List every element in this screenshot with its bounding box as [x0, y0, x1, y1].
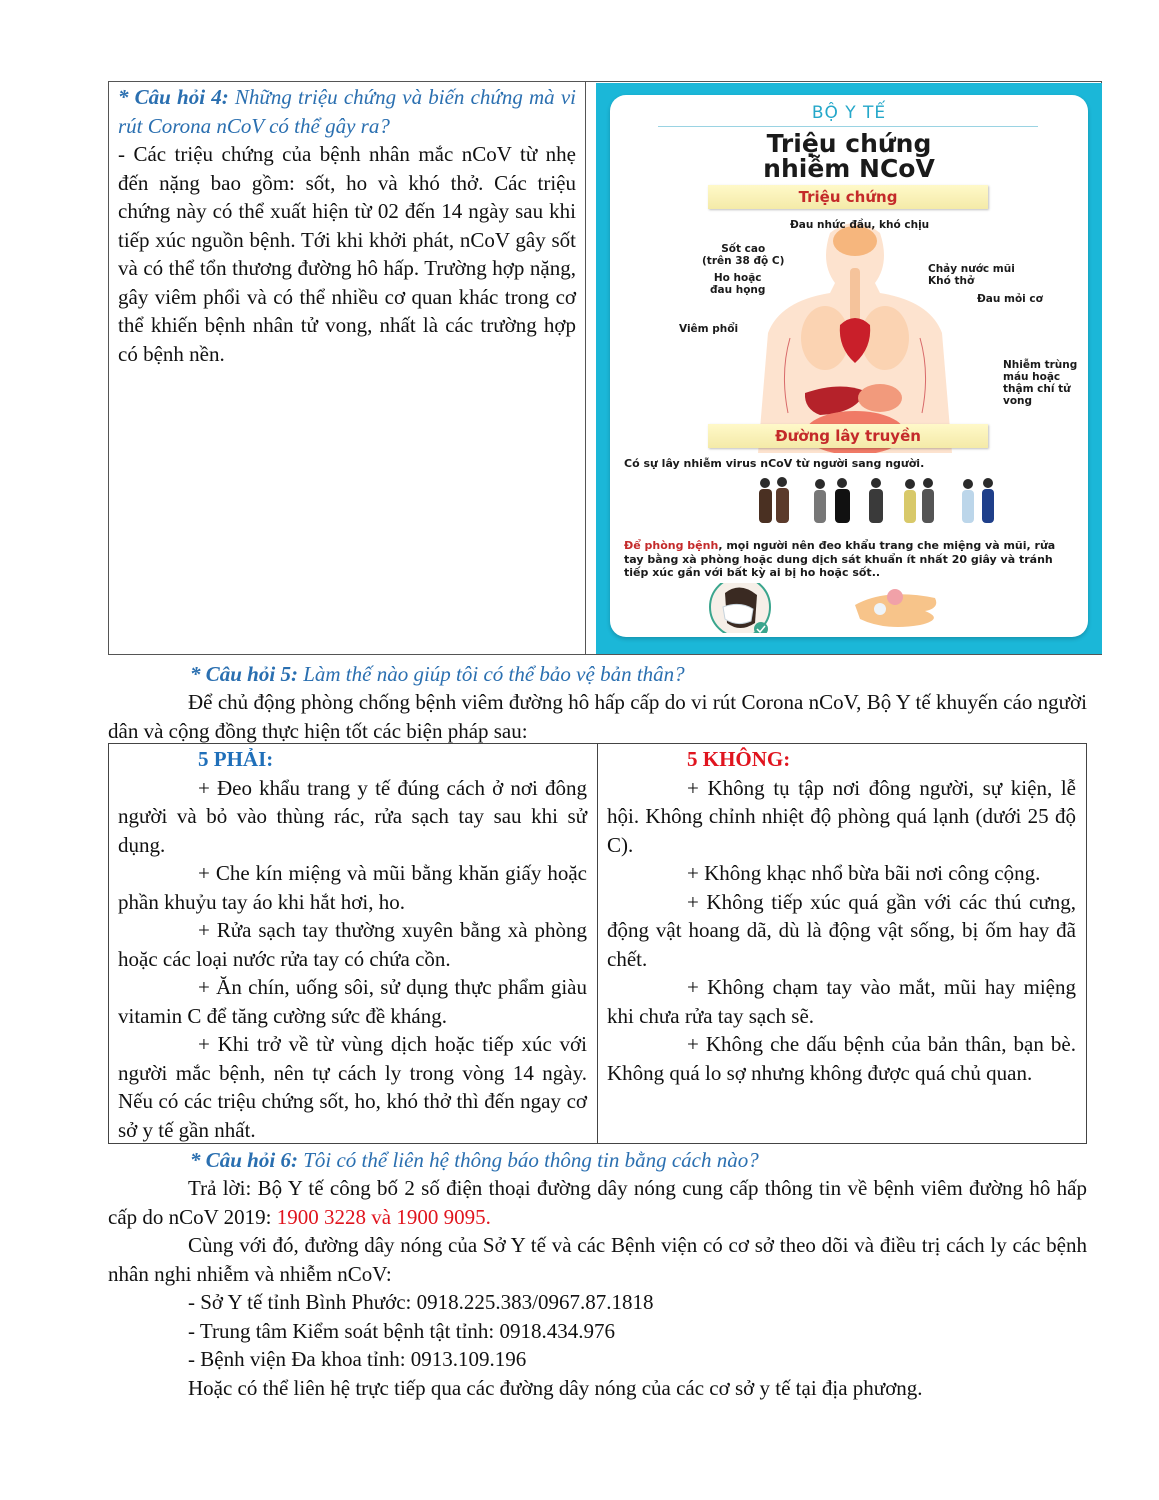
must-item: + Ăn chín, uống sôi, sử dụng thực phẩm giàu vitamin C để tăng cường sức đề kháng. — [118, 975, 587, 1028]
q5-intro: Để chủ động phòng chống bệnh viêm đường hô hấp cấp do vi rút Corona nCoV, Bộ Y tế khuyến cáo người dân và cộng đồng thực hiện tốt các biện pháp sau: — [108, 690, 1087, 743]
q4-cell — [118, 83, 576, 368]
q6-answer-para — [108, 1174, 1087, 1231]
symptoms-infographic — [596, 83, 1102, 654]
infographic-card — [610, 95, 1088, 637]
q6-para2: Cùng với đó, đường dây nóng của Sở Y tế và các Bệnh viện có cơ sở theo dõi và điều trị cách ly các bệnh nhân nghi nhiễm và nhiễm nCoV: — [108, 1233, 1087, 1286]
table-divider — [597, 743, 598, 1144]
table-divider — [585, 81, 586, 655]
must-heading: 5 PHẢI: — [198, 747, 274, 771]
must-item: + Khi trở về từ vùng dịch hoặc tiếp xúc với người mắc bệnh, nên tự cách ly trong vòng 14 ngày. Nếu có các triệu chứng sốt, ho, khó thở thì đến ngay cơ sở y tế gần nhất. — [118, 1032, 587, 1142]
prevention-highlight: Để phòng bệnh — [624, 539, 719, 552]
q4-question-text: Những triệu chứng và biến chứng mà vi rút Corona nCoV có thể gây ra? — [118, 85, 577, 138]
must-item: + Rửa sạch tay thường xuyên bằng xà phòng hoặc các loại nước rửa tay có chứa cồn. — [118, 918, 587, 971]
mustnot-heading: 5 KHÔNG: — [687, 747, 791, 771]
mustnot-item: + Không chạm tay vào mắt, mũi hay miệng khi chưa rửa tay sạch sẽ. — [607, 975, 1076, 1028]
title-line-1: Triệu chứng — [766, 129, 932, 158]
must-column — [118, 745, 587, 1144]
transmission-text: Có sự lây nhiễm virus nCoV từ người sang người. — [624, 457, 925, 470]
label-sepsis — [1003, 359, 1077, 407]
q6-question-text: Tôi có thể liên hệ thông báo thông tin bằng cách nào? — [297, 1148, 759, 1172]
must-item: + Đeo khẩu trang y tế đúng cách ở nơi đông người và bỏ vào thùng rác, rửa sạch tay sau khi sử dụng. — [118, 775, 587, 857]
q6-answer — [108, 1174, 1087, 1288]
label-sepsis-line-2: máu hoặc — [1003, 371, 1061, 383]
q5-question-text: Làm thế nào giúp tôi có thể bảo vệ bản thân? — [297, 662, 685, 686]
mustnot-item: + Không tiếp xúc quá gần với các thú cưng, động vật hoang dã, dù là động vật sống, bị ốm hay đã chết. — [607, 889, 1076, 971]
q5-question — [190, 660, 685, 689]
label-runny-line-2: Khó thở — [928, 275, 975, 287]
q5-label: * Câu hỏi 5: — [190, 662, 298, 686]
label-headache: Đau nhức đầu, khó chịu — [790, 219, 930, 231]
label-runny-nose — [928, 263, 1015, 287]
label-fever — [702, 243, 784, 267]
q4-answer: - Các triệu chứng của bệnh nhân mắc nCoV từ nhẹ đến nặng bao gồm: sốt, ho và khó thở. Các triệu chứng này có thể xuất hiện từ 02 đến 14 ngày sau khi tiếp xúc nguồn bệnh. Tới khi khởi phát, nCoV gây sốt và có thể tổn thương đường hô hấp. Trường hợp nặng, gây viêm phổi và có thể nhiều cơ quan khác trong cơ thể khiến bệnh nhân tử vong, nhất là các trường hợp có bệnh nền. — [118, 142, 576, 366]
label-sepsis-line-3: thậm chí tử — [1003, 383, 1071, 395]
infographic-header: BỘ Y TẾ — [811, 103, 887, 123]
transmission-band: Đường lây truyền — [708, 424, 988, 448]
label-cough-line-2: đau họng — [710, 284, 766, 296]
label-sepsis-line-4: vong — [1003, 395, 1033, 407]
mustnot-item: + Không che dấu bệnh của bản thân, bạn bè. Không quá lo sợ nhưng không được quá chủ quan. — [607, 1032, 1076, 1085]
q6-question — [190, 1146, 759, 1175]
mask-and-handwash-illustration — [705, 583, 995, 633]
mustnot-column — [607, 745, 1076, 1087]
divider — [658, 126, 1038, 127]
infographic-title — [610, 131, 1088, 181]
must-item: + Che kín miệng và mũi bằng khăn giấy hoặc phần khuỷu tay áo khi hắt hơi, ho. — [118, 861, 587, 914]
label-cough-line-1: Ho hoặc — [713, 272, 762, 284]
q6-label: * Câu hỏi 6: — [190, 1148, 298, 1172]
closing-text: Hoặc có thể liên hệ trực tiếp qua các đường dây nóng của các cơ sở y tế tại địa phương. — [188, 1375, 923, 1400]
label-fever-line-1: Sốt cao — [721, 243, 766, 255]
q4-label: * Câu hỏi 4: — [118, 85, 229, 109]
prevention-body: , mọi người nên đeo khẩu trang che miệng và mũi, rửa tay bằng xà phòng hoặc dung dịch sát khuẩn ít nhất 20 giây và tránh tiếp xúc gần với bất kỳ ai bị ho hoặc sốt.. — [624, 539, 1056, 579]
label-fever-line-2: (trên 38 độ C) — [702, 255, 785, 267]
mustnot-item: + Không tụ tập nơi đông người, sự kiện, lễ hội. Không chỉnh nhiệt độ phòng quá lạnh (dưới 25 độ C). — [607, 775, 1076, 857]
label-pneumonia: Viêm phổi — [679, 323, 739, 335]
label-muscle-pain: Đau mỏi cơ — [977, 293, 1043, 305]
symptoms-band: Triệu chứng — [708, 185, 988, 209]
q4-question — [118, 83, 576, 140]
title-line-2: nhiễm NCoV — [763, 154, 935, 183]
prevention-text — [624, 539, 1076, 580]
mustnot-item: + Không khạc nhổ bừa bãi nơi công cộng. — [687, 861, 1041, 885]
q6-answer-text: Trả lời: Bộ Y tế công bố 2 số điện thoại đường dây nóng cung cấp thông tin về bệnh viêm đường hô hấp cấp do nCoV 2019: — [108, 1176, 1087, 1229]
contact-list — [188, 1288, 923, 1402]
contact-item: - Trung tâm Kiểm soát bệnh tật tỉnh: 0918.434.976 — [188, 1318, 615, 1343]
label-sepsis-line-1: Nhiễm trùng — [1003, 359, 1078, 371]
people-illustration — [750, 475, 1020, 525]
label-cough — [710, 272, 765, 296]
hotline-numbers: 1900 3228 và 1900 9095. — [276, 1204, 491, 1229]
label-runny-line-1: Chảy nước mũi — [928, 263, 1015, 275]
contact-item: - Sở Y tế tỉnh Bình Phước: 0918.225.383/0967.87.1818 — [188, 1290, 654, 1314]
contact-item: - Bệnh viện Đa khoa tỉnh: 0913.109.196 — [188, 1347, 527, 1371]
